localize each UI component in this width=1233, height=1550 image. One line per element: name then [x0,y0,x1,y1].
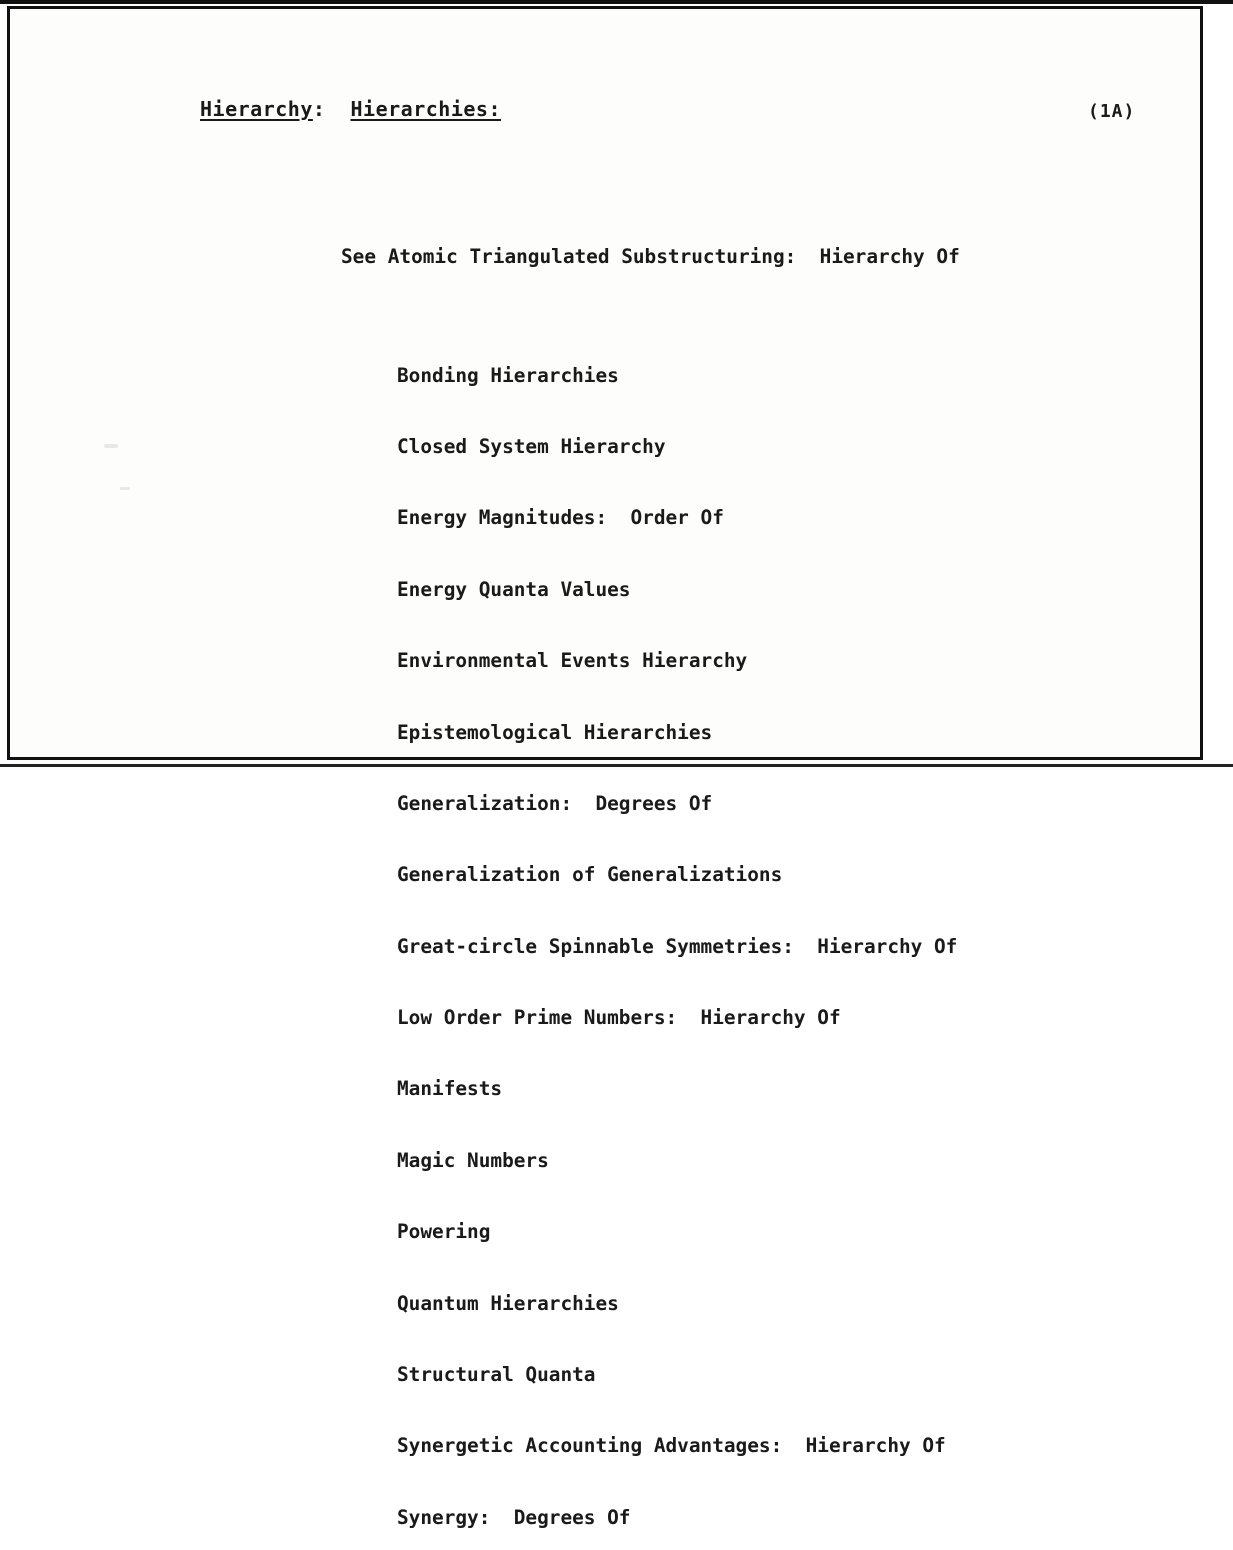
list-item: Structural Quanta [397,1363,596,1387]
list-item: Quantum Hierarchies [397,1291,619,1315]
list-item: Low Order Prime Numbers: Hierarchy Of [397,1006,841,1030]
heading-alias: Hierarchies: [350,97,502,121]
list-item: Synergetic Accounting Advantages: Hierarchy Of [397,1434,946,1458]
card-page-id: (1A) [1088,101,1136,122]
list-item: Environmental Events Hierarchy [397,649,748,673]
list-item: Generalization: Degrees Of [397,791,713,815]
list-item: Synergy: Degrees Of [397,1505,631,1529]
cross-reference-block [341,197,960,1550]
entry-list [341,316,960,1550]
list-item: Epistemological Hierarchies [397,720,713,744]
first-entry: Atomic Triangulated Substructuring: Hierarchy Of [387,244,960,268]
list-item: Magic Numbers [397,1148,549,1172]
scan-smudge [120,487,130,490]
heading-term: Hierarchy [200,97,313,121]
list-item: Generalization of Generalizations [397,863,783,887]
list-item: Bonding Hierarchies [397,363,619,387]
list-item: Energy Quanta Values [397,577,631,601]
list-item: Manifests [397,1077,503,1101]
see-line [341,245,960,269]
list-item: Energy Magnitudes: Order Of [397,506,724,530]
card-top-edge [0,0,1233,4]
list-item: Powering [397,1220,491,1244]
see-prefix: See [341,244,377,268]
list-item: Closed System Hierarchy [397,434,666,458]
scan-smudge [104,444,118,448]
index-heading [200,97,501,121]
list-item: Great-circle Spinnable Symmetries: Hierarchy Of [397,934,958,958]
heading-term-colon: : [312,97,326,121]
